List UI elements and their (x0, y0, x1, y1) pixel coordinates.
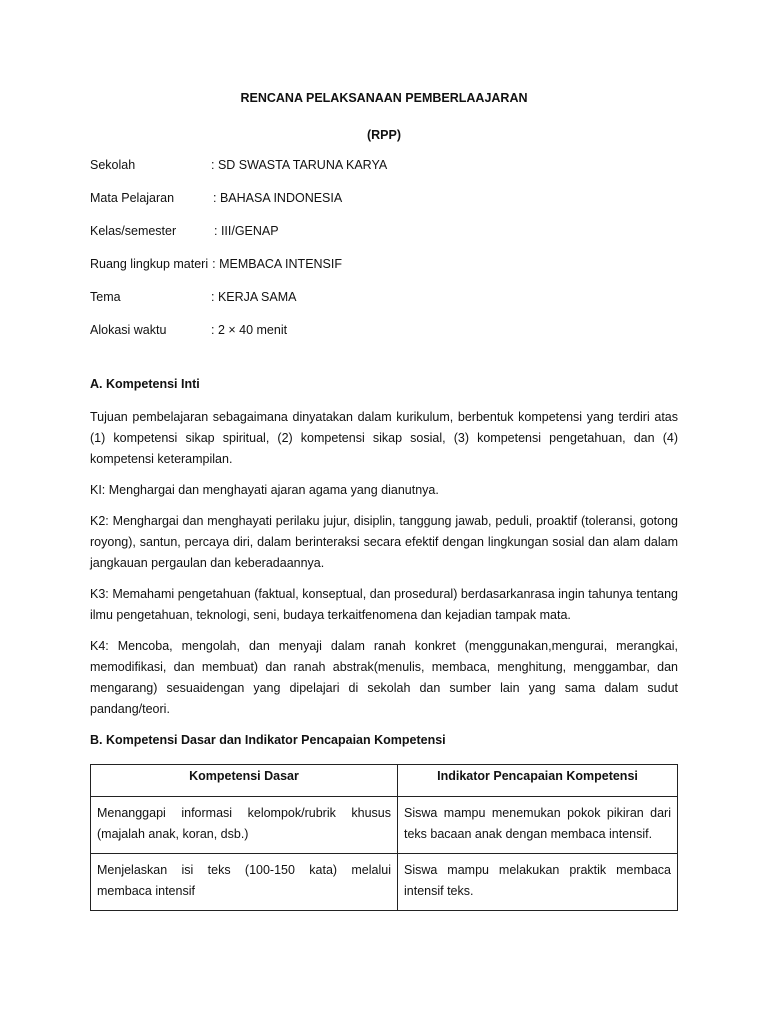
section-b-heading: B. Kompetensi Dasar dan Indikator Pencapaian Kompetensi (90, 733, 446, 747)
identity-block (90, 155, 678, 341)
identity-row-sekolah (90, 155, 678, 176)
table-row (91, 854, 678, 911)
ki-1-paragraph: KI: Menghargai dan menghayati ajaran agama yang dianutnya. (90, 483, 439, 497)
identity-row-kelas-semester (90, 221, 678, 242)
identity-row-alokasi-waktu (90, 320, 678, 341)
table-cell: Menjelaskan isi teks (100-150 kata) melalui membaca intensif (91, 854, 398, 911)
section-a-heading: A. Kompetensi Inti (90, 377, 200, 391)
identity-key: Mata Pelajaran (90, 191, 175, 205)
section-a-intro: Tujuan pembelajaran sebagaimana dinyatakan dalam kurikulum, berbentuk kompetensi yang terdiri atas (1) kompetensi sikap spiritual, (2) kompetensi sikap sosial, (3) kompetensi pengetahuan, dan (4) kompetensi keterampilan. (90, 410, 678, 466)
document-subtitle: (RPP) (366, 128, 402, 142)
identity-value: : BAHASA INDONESIA (213, 191, 343, 205)
table-header-row (91, 765, 678, 797)
table-header-kompetensi-dasar: Kompetensi Dasar (91, 765, 398, 797)
ki-2-paragraph: K2: Menghargai dan menghayati perilaku jujur, disiplin, tanggung jawab, peduli, proaktif (toleransi, gotong royong), santun, percaya diri, dalam berinteraksi secara efektif dengan lingkungan sosial dan alam dalam jangkauan pergaulan dan keberadaannya. (90, 514, 678, 570)
identity-row-tema (90, 287, 678, 308)
table-row (91, 797, 678, 854)
identity-key: Sekolah (90, 158, 136, 172)
identity-value: : KERJA SAMA (211, 290, 297, 304)
identity-value: : MEMBACA INTENSIF (212, 257, 343, 271)
identity-key: Tema (90, 290, 121, 304)
identity-key: Ruang lingkup materi (90, 257, 209, 271)
table-cell: Menanggapi informasi kelompok/rubrik khusus (majalah anak, koran, dsb.) (91, 797, 398, 854)
identity-row-mata-pelajaran (90, 188, 678, 209)
table-header-indikator: Indikator Pencapaian Kompetensi (398, 765, 678, 797)
document-body (90, 88, 678, 911)
identity-key: Kelas/semester (90, 224, 177, 238)
identity-value: : 2 × 40 menit (211, 323, 288, 337)
table-cell: Siswa mampu melakukan praktik membaca intensif teks. (398, 854, 678, 911)
competency-table (90, 764, 678, 911)
identity-row-ruang-lingkup (90, 254, 678, 275)
identity-key: Alokasi waktu (90, 323, 167, 337)
identity-value: : III/GENAP (214, 224, 279, 238)
ki-3-paragraph: K3: Memahami pengetahuan (faktual, konseptual, dan prosedural) berdasarkanrasa ingin tahunya tentang ilmu pengetahuan, teknologi, seni, budaya terkaitfenomena dan kejadian tampak mata. (90, 587, 678, 622)
identity-value: : SD SWASTA TARUNA KARYA (211, 158, 388, 172)
table-cell: Siswa mampu menemukan pokok pikiran dari teks bacaan anak dengan membaca intensif. (398, 797, 678, 854)
ki-4-paragraph: K4: Mencoba, mengolah, dan menyaji dalam ranah konkret (menggunakan,mengurai, merangkai, memodifikasi, dan membuat) dan ranah abstrak(menulis, membaca, menghitung, menggambar, dan mengarang) sesuaidengan yang dipelajari di sekolah dan sumber lain yang sama dalam sudut pandang/teori. (90, 639, 678, 716)
document-title: RENCANA PELAKSANAAN PEMBERLAAJARAN (240, 91, 528, 105)
